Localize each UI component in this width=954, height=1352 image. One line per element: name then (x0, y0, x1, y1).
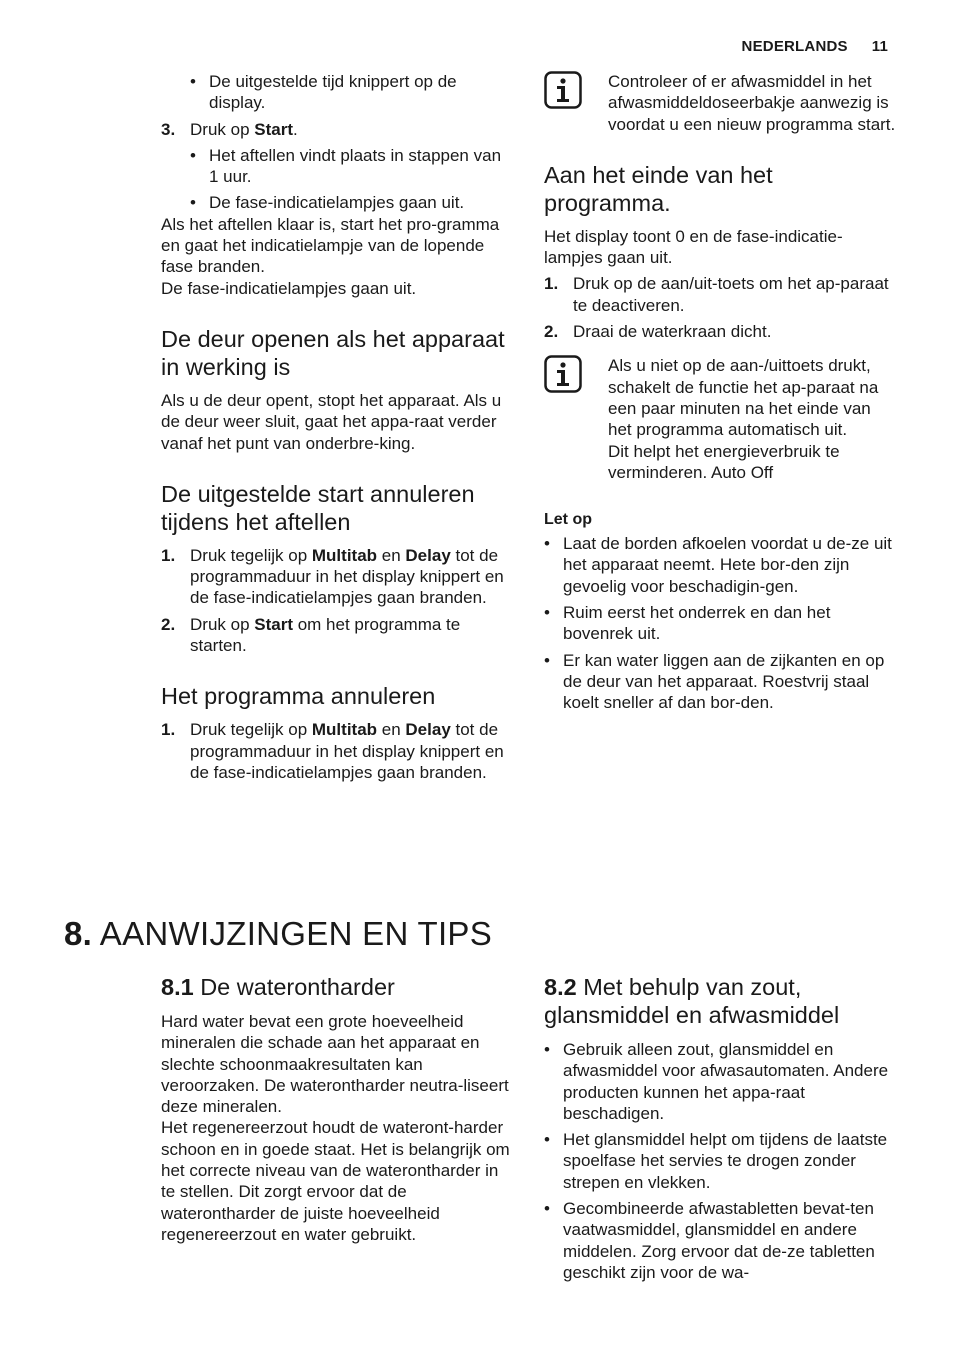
section-8-1 (161, 973, 511, 1245)
heading-door-open: De deur openen als het apparaat in werking is (161, 325, 505, 380)
info-icon (544, 71, 582, 109)
paragraph: Hard water bevat een grote hoeveelheid mineralen die schade aan het apparaat en slechte schoonmaakresultaten kan veroorzaken. De waterontharder neutra-liseert deze mineralen. (161, 1012, 509, 1117)
heading-end-program: Aan het einde van het programma. (544, 161, 773, 216)
caution-label: Let op (544, 511, 592, 529)
page-number: 11 (871, 38, 888, 55)
chapter-title: 8. AANWIJZINGEN EN TIPS (64, 915, 493, 952)
paragraph: De fase-indicatielampjes gaan uit. (161, 278, 417, 298)
list-item: 1. Druk tegelijk op Multitab en Delay tot de programmaduur in het display knippert en de fase-indicatielampjes gaan branden. (161, 545, 504, 608)
step-3: 3. Druk op Start. (161, 119, 298, 139)
paragraph: Als het aftellen klaar is, start het pro-gramma en gaat het indicatielampje van de lopende fase branden. (161, 214, 500, 277)
info-icon (544, 355, 582, 393)
list-item: 2. Draai de waterkraan dicht. (544, 322, 772, 342)
list-item: • De uitgestelde tijd knippert op de display. (190, 71, 511, 114)
left-column (161, 71, 511, 783)
list-item: 2. Druk op Start om het programma te starten. (161, 614, 461, 656)
list-item: 1. Druk tegelijk op Multitab en Delay tot de programmaduur in het display knippert en de fase-indicatielampjes gaan branden. (161, 720, 504, 782)
list-item: • Er kan water liggen aan de zijkanten en op de deur van het apparaat. Roestvrij staal koelt sneller af dan bor-den. (544, 650, 896, 714)
header-language: NEDERLANDS (741, 38, 848, 55)
heading-8-2: 8.2 Met behulp van zout, glansmiddel en afwasmiddel (544, 974, 840, 1028)
paragraph: Het display toont 0 en de fase-indicatie-lampjes gaan uit. (544, 226, 843, 268)
heading-cancel-delay: De uitgestelde start annuleren tijdens het aftellen (161, 480, 475, 535)
info-note: Als u niet op de aan-/uittoets drukt, schakelt de functie het ap-paraat na een paar minuten na het einde van het programma automatisch uit. Dit helpt het energieverbruik te verminderen. Auto Off (544, 355, 896, 483)
paragraph: Het regenereerzout houdt de wateront-harder schoon en in goede staat. Het is belangrijk om het correcte niveau van de waterontharder in te stellen. Dit zorgt ervoor dat de waterontharder de juiste hoeveelheid regenereerzout en water gebruikt. (161, 1118, 510, 1244)
right-column (544, 71, 896, 714)
heading-cancel-program: Het programma annuleren (161, 683, 436, 710)
paragraph: Als u de deur opent, stopt het apparaat. Als u de deur weer sluit, gaat het appa-raat verder vanaf het punt van onderbre-king. (161, 390, 502, 453)
list-item: • De fase-indicatielampjes gaan uit. (190, 192, 511, 213)
info-note: Controleer of er afwasmiddel in het afwasmiddeldoseerbakje aanwezig is voordat u een nieuw programma start. (544, 71, 896, 135)
list-item: • Laat de borden afkoelen voordat u de-ze uit het apparaat neemt. Hete bor-den zijn gevoelig voor beschadigin-gen. (544, 533, 896, 597)
page-header (742, 38, 888, 55)
list-item: 1. Druk op de aan/uit-toets om het ap-paraat te deactiveren. (544, 274, 889, 315)
list-item: • Het glansmiddel helpt om tijdens de laatste spoelfase het servies te drogen zonder strepen en vlekken. (544, 1129, 896, 1193)
heading-8-1: 8.1 De waterontharder (161, 974, 395, 1000)
list-item: • Het aftellen vindt plaats in stappen van 1 uur. (190, 145, 511, 188)
list-item: • Gecombineerde afwastabletten bevat-ten vaatwasmiddel, glansmiddel en andere middelen. Zorg ervoor dat de-ze tabletten geschikt zijn voor de wa- (544, 1198, 896, 1283)
list-item: • Ruim eerst het onderrek en dan het bovenrek uit. (544, 602, 896, 645)
list-item: • Gebruik alleen zout, glansmiddel en afwasmiddel voor afwasautomaten. Andere producten kunnen het appa-raat beschadigen. (544, 1039, 896, 1124)
section-8-2 (544, 973, 896, 1283)
